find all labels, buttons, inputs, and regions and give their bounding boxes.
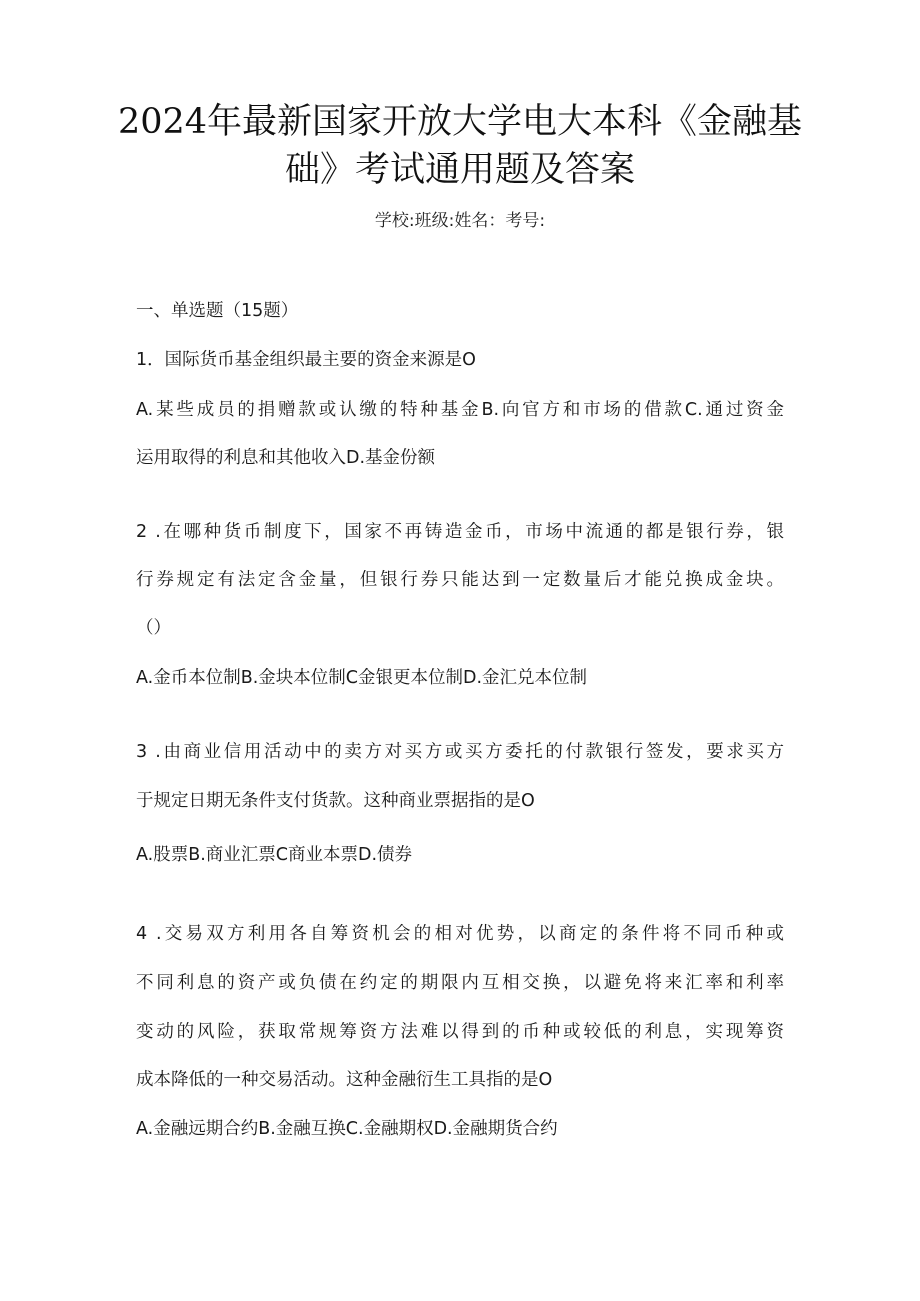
question-1-options-line-1: A.某些成员的捐赠款或认缴的特种基金B.向官方和市场的借款C.通过资金 bbox=[136, 400, 784, 420]
question-1-stem-line-1: 1．国际货币基金组织最主要的资金来源是O bbox=[136, 350, 476, 370]
question-4-stem-line-2: 不同利息的资产或负债在约定的期限内互相交换，以避免将来汇率和利率 bbox=[136, 973, 784, 993]
question-2-stem-line-3: （） bbox=[136, 618, 171, 638]
question-1-options-line-2: 运用取得的利息和其他收入D.基金份额 bbox=[136, 448, 436, 468]
question-2-stem-line-1: 2 .在哪种货币制度下，国家不再铸造金币，市场中流通的都是银行券，银 bbox=[136, 522, 784, 542]
question-3-options-line-1: A.股票B.商业汇票C商业本票D.债券 bbox=[136, 845, 413, 865]
question-4-stem-line-3: 变动的风险，获取常规筹资方法难以得到的币种或较低的利息，实现筹资 bbox=[136, 1022, 784, 1042]
question-2-stem-line-2: 行券规定有法定含金量，但银行券只能达到一定数量后才能兑换成金块。 bbox=[136, 570, 784, 590]
question-4-stem-line-1: 4 .交易双方利用各自筹资机会的相对优势，以商定的条件将不同币种或 bbox=[136, 924, 784, 944]
student-info-line: 学校:班级:姓名：考号: bbox=[374, 211, 546, 231]
question-4-stem-line-4: 成本降低的一种交易活动。这种金融衍生工具指的是O bbox=[136, 1070, 553, 1090]
document-title-line-2: 础》考试通用题及答案 bbox=[284, 150, 635, 190]
section-heading: 一、单选题（15题） bbox=[136, 301, 299, 321]
question-3-stem-line-1: 3 .由商业信用活动中的卖方对买方或买方委托的付款银行签发，要求买方 bbox=[136, 742, 784, 762]
question-3-stem-line-2: 于规定日期无条件支付货款。这种商业票据指的是O bbox=[136, 791, 535, 811]
question-4-options-line-1: A.金融远期合约B.金融互换C.金融期权D.金融期货合约 bbox=[136, 1119, 558, 1139]
document-title-line-1: 2024年最新国家开放大学电大本科《金融基 bbox=[117, 102, 803, 142]
question-2-options-line-1: A.金币本位制B.金块本位制C金银更本位制D.金汇兑本位制 bbox=[136, 668, 588, 688]
